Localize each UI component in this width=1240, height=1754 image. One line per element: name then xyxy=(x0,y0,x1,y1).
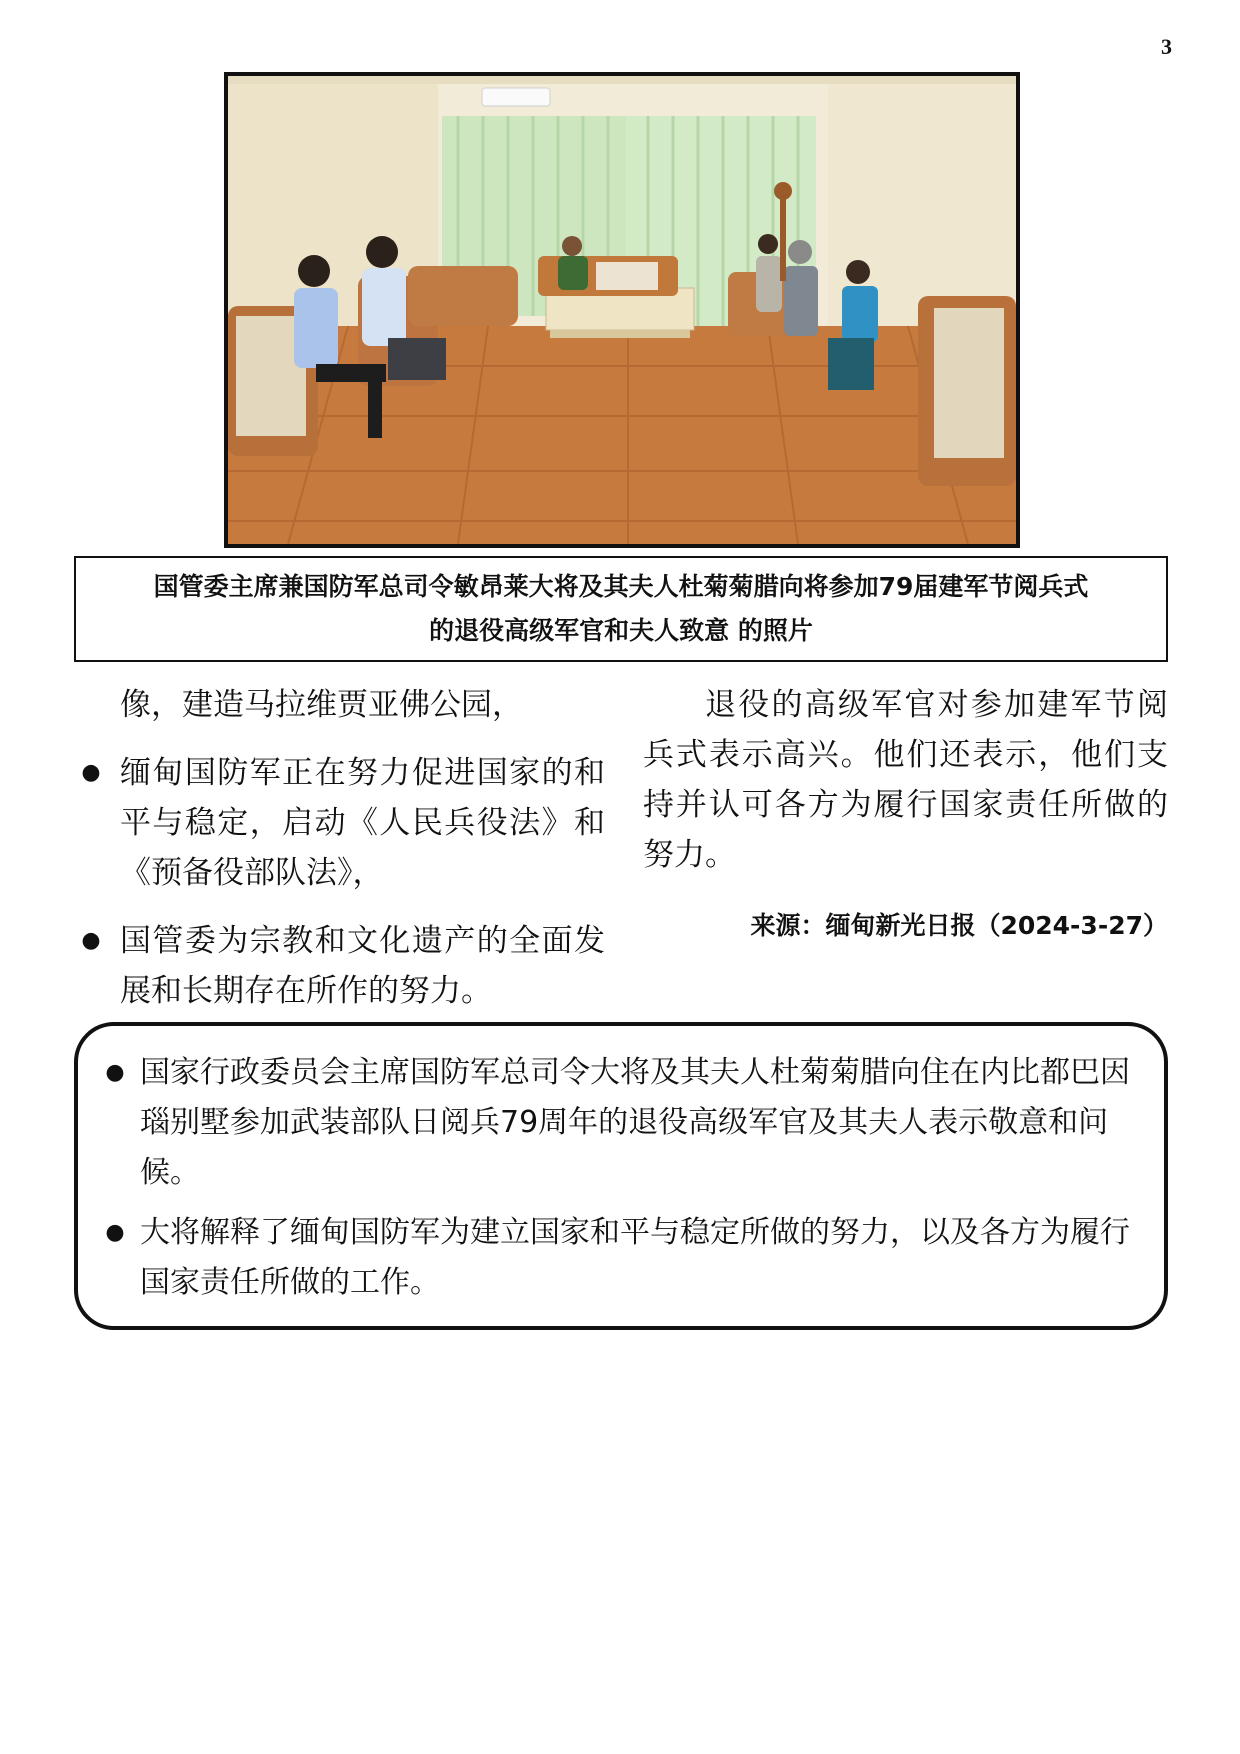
left-column xyxy=(80,680,605,1016)
summary-item-text: 国家行政委员会主席国防军总司令大将及其夫人杜菊菊腊向住在内比都巴因瑙别墅参加武装部队日阅兵79周年的退役高级军官及其夫人表示敬意和问候。 xyxy=(140,1055,1130,1190)
right-column xyxy=(643,680,1168,946)
page-number: 3 xyxy=(1161,34,1172,59)
body-paragraph: 退役的高级军官对参加建军节阅兵式表示高兴。他们还表示，他们支持并认可各方为履行国家责任所做的努力。 xyxy=(643,687,1168,873)
bullet-icon: ● xyxy=(105,1220,125,1245)
source-citation: 来源：缅甸新光日报（2024-3-27） xyxy=(750,911,1168,940)
bullet-icon: ● xyxy=(81,760,101,785)
summary-item xyxy=(104,1208,1138,1308)
meeting-photo-illustration xyxy=(228,76,1016,544)
summary-item-text: 大将解释了缅甸国防军为建立国家和平与稳定所做的努力，以及各方为履行国家责任所做的工作。 xyxy=(140,1215,1130,1300)
caption-line-1: 国管委主席兼国防军总司令敏昂莱大将及其夫人杜菊菊腊向将参加79届建军节阅兵式 xyxy=(153,572,1089,601)
continued-text: 像，建造马拉维贾亚佛公园， xyxy=(120,687,523,723)
bullet-icon: ● xyxy=(81,928,101,953)
list-item-text: 国管委为宗教和文化遗产的全面发展和长期存在所作的努力。 xyxy=(120,923,605,1009)
caption-line-2: 的退役高级军官和夫人致意 的照片 xyxy=(429,616,813,645)
photo-caption xyxy=(74,556,1168,662)
list-item xyxy=(80,748,605,898)
list-item xyxy=(80,916,605,1016)
summary-item xyxy=(104,1048,1138,1198)
meeting-photo xyxy=(224,72,1020,548)
list-item-text: 缅甸国防军正在努力促进国家的和平与稳定，启动《人民兵役法》和《预备役部队法》， xyxy=(120,755,605,891)
summary-box xyxy=(74,1022,1168,1330)
bullet-icon: ● xyxy=(105,1060,125,1085)
